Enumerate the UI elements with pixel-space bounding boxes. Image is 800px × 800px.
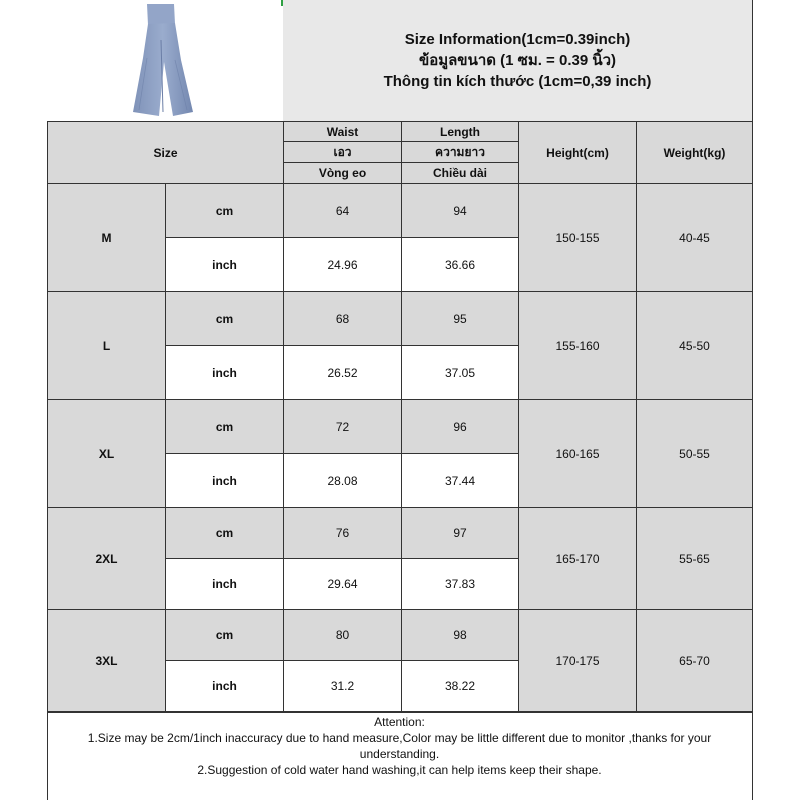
size-label: M <box>48 184 166 292</box>
length-value: 36.66 <box>402 238 519 292</box>
unit-label: inch <box>166 559 284 610</box>
wide-leg-pants-image <box>47 0 283 121</box>
table-row <box>48 400 753 454</box>
length-header-vi: Chiều dài <box>402 163 519 184</box>
length-value: 37.44 <box>402 454 519 508</box>
size-table <box>47 121 753 712</box>
height-value: 170-175 <box>519 610 637 712</box>
size-information-title <box>283 0 752 121</box>
length-header-th: ความยาว <box>402 142 519 163</box>
size-label: XL <box>48 400 166 508</box>
unit-label: inch <box>166 238 284 292</box>
weight-value: 55-65 <box>637 508 753 610</box>
weight-value: 45-50 <box>637 292 753 400</box>
length-value: 37.83 <box>402 559 519 610</box>
product-photo-cell <box>47 0 283 121</box>
waist-value: 80 <box>284 610 402 661</box>
waist-value: 24.96 <box>284 238 402 292</box>
attention-title: Attention: <box>374 715 425 729</box>
weight-header: Weight(kg) <box>637 122 753 184</box>
size-chart-header <box>47 0 752 122</box>
size-label: 2XL <box>48 508 166 610</box>
size-label: L <box>48 292 166 400</box>
attention-note-1: 1.Size may be 2cm/1inch inaccuracy due to hand measure,Color may be little different due to monitor ,thanks for your understanding. <box>87 731 712 761</box>
length-header-en: Length <box>402 122 519 142</box>
length-value: 38.22 <box>402 661 519 712</box>
info-line-thai: ข้อมูลขนาด (1 ซม. = 0.39 นิ้ว) <box>418 52 617 69</box>
size-header: Size <box>48 122 284 184</box>
attention-notes <box>47 712 752 800</box>
weight-value: 40-45 <box>637 184 753 292</box>
unit-label: cm <box>166 184 284 238</box>
height-value: 165-170 <box>519 508 637 610</box>
waist-header-en: Waist <box>284 122 402 142</box>
length-value: 95 <box>402 292 519 346</box>
length-value: 96 <box>402 400 519 454</box>
unit-label: cm <box>166 400 284 454</box>
unit-label: inch <box>166 454 284 508</box>
waist-value: 31.2 <box>284 661 402 712</box>
unit-label: inch <box>166 346 284 400</box>
table-row <box>48 184 753 238</box>
table-row <box>48 610 753 661</box>
size-label: 3XL <box>48 610 166 712</box>
waist-value: 76 <box>284 508 402 559</box>
length-value: 37.05 <box>402 346 519 400</box>
height-header: Height(cm) <box>519 122 637 184</box>
height-value: 155-160 <box>519 292 637 400</box>
table-row <box>48 508 753 559</box>
unit-label: cm <box>166 292 284 346</box>
weight-value: 65-70 <box>637 610 753 712</box>
unit-label: inch <box>166 661 284 712</box>
waist-value: 26.52 <box>284 346 402 400</box>
unit-label: cm <box>166 508 284 559</box>
unit-label: cm <box>166 610 284 661</box>
height-value: 160-165 <box>519 400 637 508</box>
info-line-vietnamese: Thông tin kích thước (1cm=0,39 inch) <box>383 73 652 90</box>
weight-value: 50-55 <box>637 400 753 508</box>
attention-note-2: 2.Suggestion of cold water hand washing,it can help items keep their shape. <box>197 763 602 777</box>
table-row <box>48 292 753 346</box>
waist-value: 72 <box>284 400 402 454</box>
length-value: 94 <box>402 184 519 238</box>
waist-header-vi: Vòng eo <box>284 163 402 184</box>
waist-value: 64 <box>284 184 402 238</box>
length-value: 98 <box>402 610 519 661</box>
waist-value: 29.64 <box>284 559 402 610</box>
waist-value: 68 <box>284 292 402 346</box>
info-line-english: Size Information(1cm=0.39inch) <box>404 31 631 48</box>
height-value: 150-155 <box>519 184 637 292</box>
length-value: 97 <box>402 508 519 559</box>
waist-value: 28.08 <box>284 454 402 508</box>
waist-header-th: เอว <box>284 142 402 163</box>
